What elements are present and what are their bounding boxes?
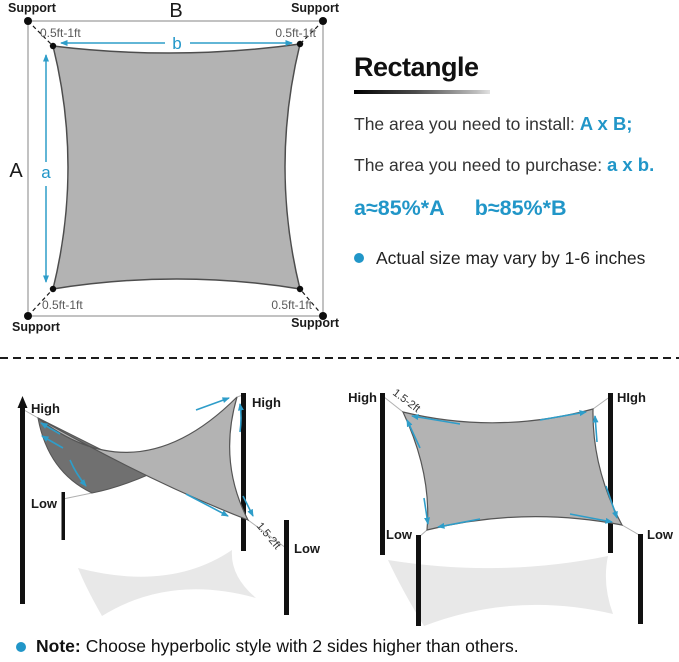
offset-label-bottom-right: 0.5ft-1ft xyxy=(271,298,312,312)
drop-range-label: 1.5-2ft xyxy=(253,520,283,552)
tolerance-text: Actual size may vary by 1-6 inches xyxy=(376,247,646,268)
low-label-right: Low xyxy=(647,527,673,542)
install-line-text: The area you need to install: xyxy=(354,113,580,134)
tolerance-row xyxy=(354,248,672,269)
install-width-label: B xyxy=(169,0,183,22)
sail-shape xyxy=(403,409,622,530)
footer-note xyxy=(16,636,519,657)
rectangle-install-diagram xyxy=(340,386,679,634)
ground-shadow xyxy=(78,550,256,616)
panel-title: Rectangle xyxy=(354,52,479,82)
offset-label-top-left: 0.5ft-1ft xyxy=(40,26,81,40)
low-label-left: Low xyxy=(386,527,412,542)
high-pole-right xyxy=(608,393,613,553)
purchase-height-label: a xyxy=(41,163,51,182)
plan-diagram xyxy=(0,0,345,350)
install-area-line xyxy=(354,113,672,135)
hyperbolic-install-diagram xyxy=(0,386,340,634)
low-pole-right xyxy=(284,520,289,615)
drop-range-label: 1.5-2ft xyxy=(390,386,423,416)
support-label-top-left: Support xyxy=(8,1,56,15)
ground-shadow xyxy=(388,556,613,626)
install-height-label: A xyxy=(9,160,23,182)
low-pole-right xyxy=(638,534,643,624)
high-label-right: High xyxy=(252,395,281,410)
high-label-right: HIgh xyxy=(617,390,646,405)
support-label-top-right: Support xyxy=(291,1,339,15)
note-text: Choose hyperbolic style with 2 sides higher than others. xyxy=(85,636,519,656)
note-label: Note: xyxy=(36,636,81,656)
high-label-left: High xyxy=(348,390,377,405)
install-line-value: A x B; xyxy=(579,112,633,134)
bullet-icon xyxy=(354,253,364,263)
high-label-left: High xyxy=(31,401,60,416)
pole-top-arrow xyxy=(18,396,28,408)
purchase-width-label: b xyxy=(172,34,182,53)
bullet-icon xyxy=(16,642,26,652)
low-label-mid: Low xyxy=(31,496,57,511)
low-pole-mid xyxy=(62,492,66,540)
low-label-right: Low xyxy=(294,541,320,556)
purchase-line-text: The area you need to purchase: xyxy=(354,154,607,175)
low-pole-left xyxy=(416,535,421,626)
purchase-area-line xyxy=(354,154,672,176)
formula-b: b≈85%*B xyxy=(474,195,567,220)
purchase-line-value: a x b. xyxy=(606,153,655,175)
support-label-bottom-left: Support xyxy=(12,320,60,334)
high-pole-left xyxy=(20,408,25,604)
size-formula xyxy=(354,196,672,221)
title-underline xyxy=(354,90,490,94)
offset-label-top-right: 0.5ft-1ft xyxy=(275,26,316,40)
dashed-divider xyxy=(0,357,679,359)
info-panel xyxy=(354,52,672,269)
sail-shape xyxy=(53,44,300,289)
support-label-bottom-right: Support xyxy=(291,316,339,330)
offset-label-bottom-left: 0.5ft-1ft xyxy=(42,298,83,312)
high-pole-left xyxy=(380,393,385,555)
formula-a: a≈85%*A xyxy=(354,195,445,220)
